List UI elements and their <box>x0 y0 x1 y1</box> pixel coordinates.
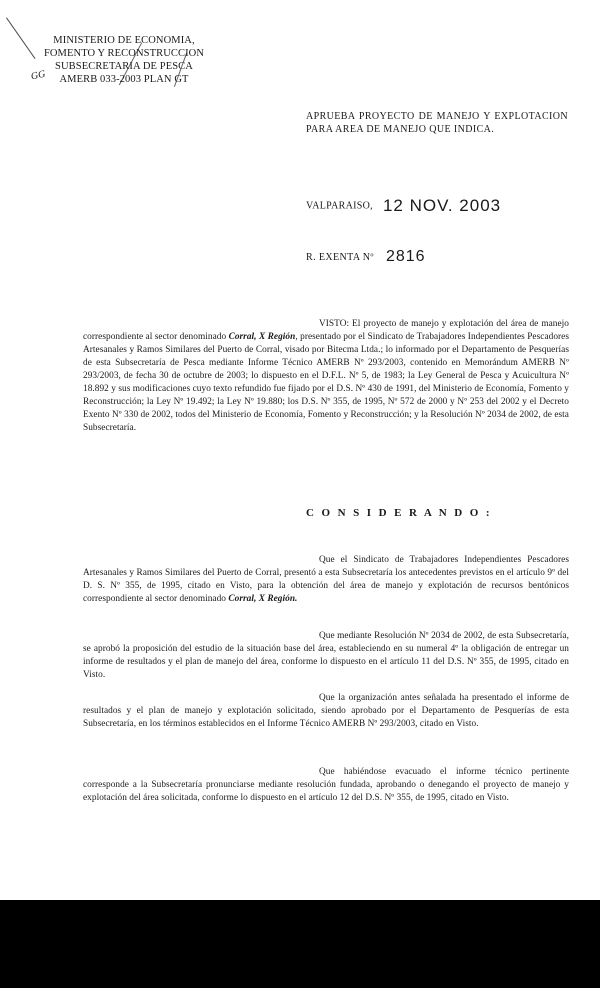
resolution-number <box>306 248 426 266</box>
considerando-paragraph-3: Que la organización antes señalada ha presentado el informe de resultados y el plan de manejo y explotación solicitado, siendo aprobado por el Departamento de Pesquerías de esta Subsecretaría, en los términos establecidos en el Informe Técnico AMERB Nº 293/2003, citado en Visto. <box>83 693 569 729</box>
considerando-paragraph-4: Que habiéndose evacuado el informe técnico pertinente corresponde a la Subsecretaría pronunciarse mediante resolución fundada, aprobando o denegando el proyecto de manejo y explotación del área solicitada, conforme lo dispuesto en el artículo 12 del D.S. Nº 355, de 1995, citado en Visto. <box>83 767 569 803</box>
ministry-line: SUBSECRETARIA DE PESCA <box>55 61 193 72</box>
considerando-paragraph-2: Que mediante Resolución Nº 2034 de 2002, de esta Subsecretaría, se aprobó la proposición del estudio de la situación base del área, estableciendo en su numeral 4º la obligación de entregar un informe de resultados y el plan de manejo del área, conforme lo dispuesto en el artículo 11 del D.S. Nº 355, de 1995, citado en Visto. <box>83 631 569 680</box>
considerando-heading: C O N S I D E R A N D O : <box>306 507 492 519</box>
handwritten-initials: GG <box>30 68 47 83</box>
scan-border <box>0 900 600 988</box>
visto-paragraph: VISTO: El proyecto de manejo y explotación del área de manejo correspondiente al sector denominado Corral, X Región, presentado por el Sindicato de Trabajadores Independientes Pescadores Artesanales y Ramos Similares del Puerto de Corral, visado por Bitecma Ltda.; lo informado por el Departamento de Pesquerías de esta Subsecretaría de Pesca mediante Informe Técnico AMERB Nº 293/2003, contenido en Memorándum AMERB Nº 293/2003, de fecha 30 de octubre de 2003; lo dispuesto en el D.F.L. Nº 5, de 1983; la Ley General de Pesca y Acuicultura Nº 18.892 y sus modificaciones cuyo texto refundido fue fijado por el D.S. Nº 430 de 1991, del Ministerio de Economía, Fomento y Reconstrucción; la Ley Nº 19.492; la Ley Nº 19.880; los D.S. Nº 355, de 1995, Nº 572 de 2000 y Nº 253 del 2002 y el Decreto Exento Nº 330 de 2002, todos del Ministerio de Economía, Fomento y Reconstrucción; y la Resolución Nº 2034 de 2002, de esta Subsecretaría. <box>83 319 570 433</box>
exenta-number: 2816 <box>385 248 426 266</box>
ministry-header <box>34 34 214 86</box>
ministry-line: AMERB 033-2003 PLAN GT <box>59 74 189 85</box>
considerando-paragraph-1: Que el Sindicato de Trabajadores Independientes Pescadores Artesanales y Ramos Similares del Puerto de Corral, presentó a esta Subsecretaría los antecedentes previstos en el artículo 9º del D. S. Nº 355, de 1995, citado en Visto, para la obtención del área de manejo y explotación de recursos bentónicos correspondiente al sector denominado Corral, X Región. <box>83 555 569 604</box>
ministry-line: MINISTERIO DE ECONOMIA, <box>53 35 195 46</box>
sector-name: Corral, X Región. <box>228 594 298 604</box>
date-stamp: 12 NOV. 2003 <box>382 196 502 215</box>
exenta-label: R. EXENTA Nº <box>306 251 374 263</box>
sector-name: Corral, X Región <box>228 332 296 342</box>
document-subject: APRUEBA PROYECTO DE MANEJO Y EXPLOTACION PARA AREA DE MANEJO QUE INDICA. <box>306 111 568 135</box>
place-label: VALPARAISO, <box>306 200 373 212</box>
ministry-line: FOMENTO Y RECONSTRUCCION <box>43 48 205 59</box>
place-date <box>306 196 501 216</box>
